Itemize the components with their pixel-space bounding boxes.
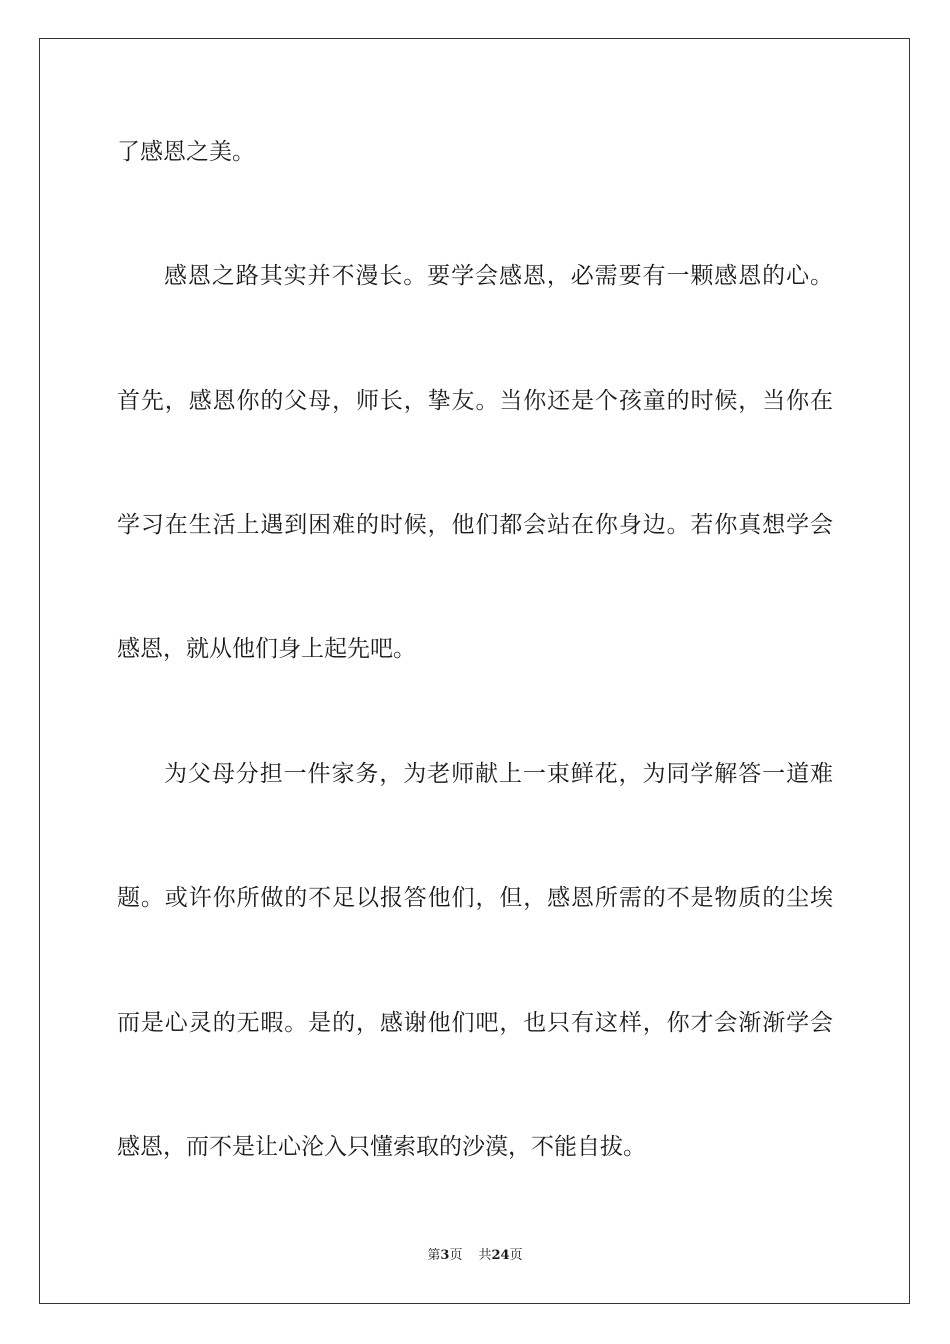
- text-line-4: 学习在生活上遇到困难的时候，他们都会站在你身边。若你真想学会: [117, 512, 833, 538]
- total-pages: 24: [491, 1248, 510, 1263]
- page-number: 3: [440, 1248, 450, 1263]
- text-line-3: 首先，感恩你的父母，师长，挚友。当你还是个孩童的时候，当你在: [117, 388, 833, 414]
- text-line-8: 而是心灵的无暇。是的，感谢他们吧，也只有这样，你才会渐渐学会: [117, 1010, 833, 1036]
- total-prefix: 共: [478, 1248, 492, 1263]
- paragraph-start-line-2: 感恩之路其实并不漫长。要学会感恩，必需要有一颗感恩的心。: [164, 263, 833, 289]
- text-line-1: 了感恩之美。: [117, 139, 255, 165]
- page-suffix: 页: [449, 1248, 463, 1263]
- text-line-9: 感恩，而不是让心沦入只懂索取的沙漠，不能自拔。: [117, 1134, 646, 1160]
- paragraph-start-line-6: 为父母分担一件家务，为老师献上一束鲜花，为同学解答一道难: [164, 761, 833, 787]
- text-line-5: 感恩，就从他们身上起先吧。: [117, 636, 416, 662]
- total-suffix: 页: [509, 1248, 523, 1263]
- page-prefix: 第: [427, 1248, 441, 1263]
- page-footer: [0, 1246, 950, 1266]
- text-line-7: 题。或许你所做的不足以报答他们，但，感恩所需的不是物质的尘埃: [117, 885, 833, 911]
- page-border: [39, 38, 910, 1304]
